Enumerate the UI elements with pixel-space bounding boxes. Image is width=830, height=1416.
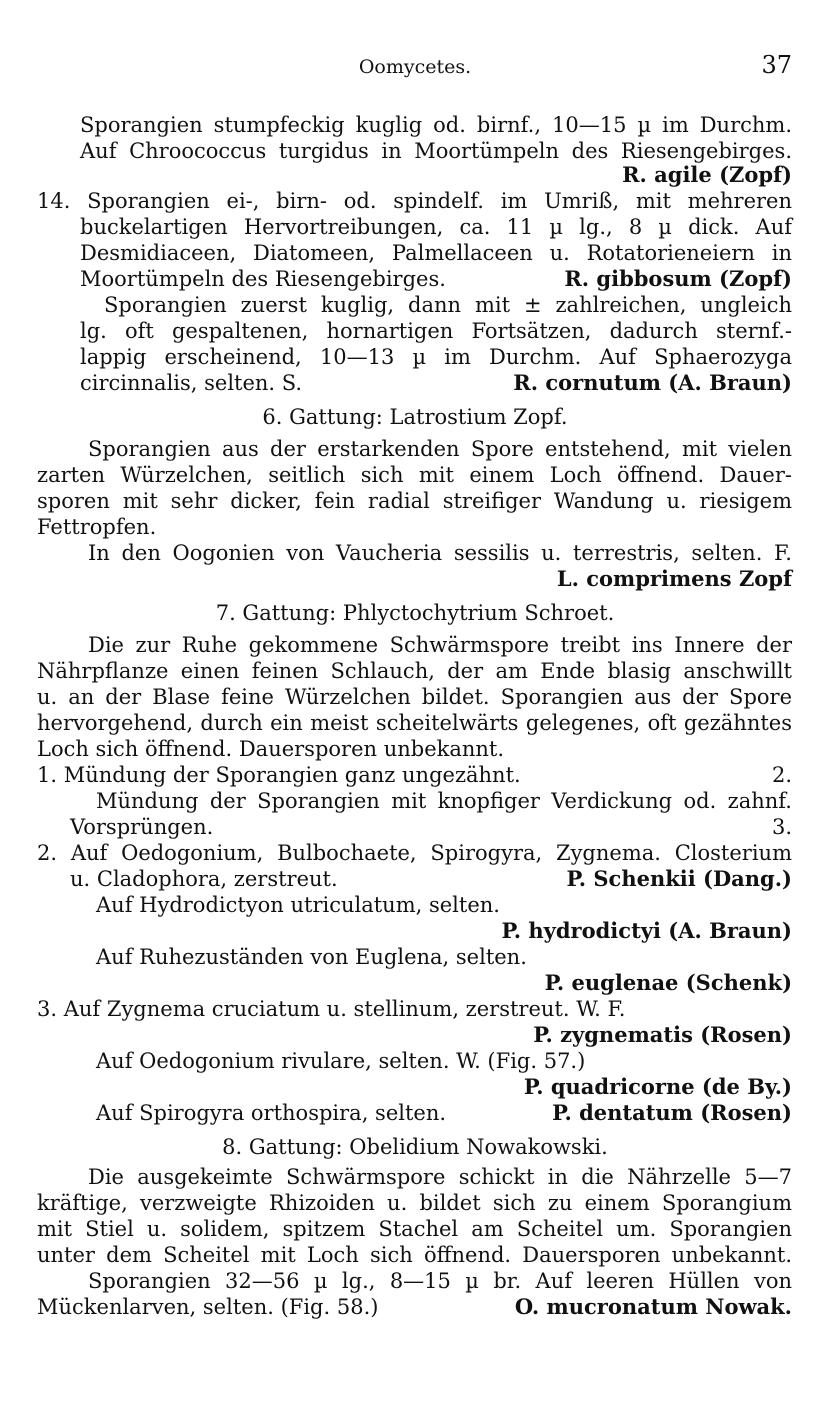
text-line: circinnalis, selten. S. (80, 371, 303, 395)
text-line: Sporangien aus der erstarkenden Spore entstehend, mit vielen (88, 437, 792, 461)
text-line: Auf Hydrodictyon utriculatum, selten. (96, 893, 500, 917)
species-name: P. quadricorne (de By.) (523, 1074, 792, 1099)
text-line: Auf Chroococcus turgidus in Moortümpeln des Riesengebirges. (80, 139, 792, 163)
text-line: u. Cladophora, zerstreut. (70, 867, 338, 891)
text-line: Sporangien zuerst kuglig, dann mit ± zahlreichen, ungleich (104, 293, 792, 317)
text-line: Nährpflanze einen feinen Schlauch, der am Ende blasig anschwillt (37, 659, 792, 683)
species-name: R. agile (Zopf) (622, 162, 792, 187)
species-name: P. zygnematis (Rosen) (533, 1022, 792, 1047)
text-line: lappig erscheinend, 10—13 µ im Durchm. Auf Sphaerozyga (80, 345, 792, 369)
key-entry: 2. Auf Oedogonium, Bulbochaete, Spirogyra, Zygnema. Closterium (37, 841, 792, 865)
text-line: Auf Spirogyra orthospira, selten. (96, 1101, 447, 1125)
species-name: L. comprimens Zopf (556, 566, 792, 591)
text-line: Sporangien stumpfeckig kuglig od. birnf., 10—15 µ im Durchm. (80, 113, 792, 137)
species-name: R. gibbosum (Zopf) (564, 266, 792, 291)
text-line: kräftige, verzweigte Rhizoiden u. bildet sich zu einem Sporangium (37, 1191, 792, 1215)
species-name: O. mucronatum Nowak. (514, 1294, 792, 1319)
text-line: Loch sich öffnend. Dauersporen unbekannt. (37, 737, 505, 761)
text-line: lg. oft gespaltenen, hornartigen Fortsätzen, dadurch sternf.- (80, 319, 792, 343)
species-name: R. cornutum (A. Braun) (513, 370, 792, 395)
text-line: buckelartigen Hervortreibungen, ca. 11 µ lg., 8 µ dick. Auf (80, 215, 792, 239)
text-line: hervorgehend, durch ein meist scheitelwärts gelegenes, oft gezähntes (37, 711, 792, 735)
text-line: Mückenlarven, selten. (Fig. 58.) (37, 1295, 379, 1319)
key-entry: 1. Mündung der Sporangien ganz ungezähnt. (37, 763, 521, 787)
key-entry: 14. Sporangien ei-, birn- od. spindelf. im Umriß, mit mehreren (37, 189, 792, 213)
text-line: Fettropfen. (37, 515, 157, 539)
running-title: Oomycetes. (358, 56, 472, 78)
genus-heading: 7. Gattung: Phlyctochytrium Schroet. (215, 601, 615, 625)
text-line: Die zur Ruhe gekommene Schwärmspore treibt ins Innere der (88, 633, 792, 657)
text-line: Desmidiaceen, Diatomeen, Palmellaceen u. Rotatorieneiern in (80, 241, 792, 265)
species-name: P. hydrodictyi (A. Braun) (501, 918, 792, 943)
text-line: zarten Würzelchen, seitlich sich mit einem Loch öffnend. Dauer- (37, 463, 792, 487)
text-line: sporen mit sehr dicker, fein radial streifiger Wandung u. riesigem (37, 489, 792, 513)
text-line: Vorsprüngen. (70, 815, 214, 839)
text-line: Sporangien 32—56 µ lg., 8—15 µ br. Auf leeren Hüllen von (88, 1269, 792, 1293)
key-ref: 3. (771, 815, 792, 839)
text-line: unter dem Scheitel mit Loch sich öffnend. Dauersporen unbekannt. (37, 1243, 792, 1267)
page-number: 37 (761, 51, 792, 79)
text-line: Moortümpeln des Riesengebirges. (80, 267, 446, 291)
species-name: P. euglenae (Schenk) (544, 970, 792, 995)
key-entry: Mündung der Sporangien mit knopfiger Verdickung od. zahnf. (96, 789, 792, 813)
key-entry: 3. Auf Zygnema cruciatum u. stellinum, zerstreut. W. F. (37, 997, 626, 1021)
species-name: P. dentatum (Rosen) (552, 1100, 792, 1125)
genus-heading: 6. Gattung: Latrostium Zopf. (262, 405, 568, 429)
genus-heading: 8. Gattung: Obelidium Nowakowski. (222, 1135, 608, 1159)
page-header (0, 52, 830, 82)
species-name: P. Schenkii (Dang.) (566, 866, 792, 891)
key-ref: 2. (771, 763, 792, 787)
text-line: Auf Oedogonium rivulare, selten. W. (Fig. 57.) (96, 1049, 586, 1073)
text-line: mit Stiel u. solidem, spitzem Stachel am Scheitel um. Sporangien (37, 1217, 792, 1241)
text-line: In den Oogonien von Vaucheria sessilis u. terrestris, selten. F. (88, 541, 792, 565)
text-line: u. an der Blase feine Würzelchen bildet. Sporangien aus der Spore (37, 685, 792, 709)
text-line: Auf Ruhezuständen von Euglena, selten. (96, 945, 527, 969)
text-line: Die ausgekeimte Schwärmspore schickt in die Nährzelle 5—7 (88, 1165, 792, 1189)
